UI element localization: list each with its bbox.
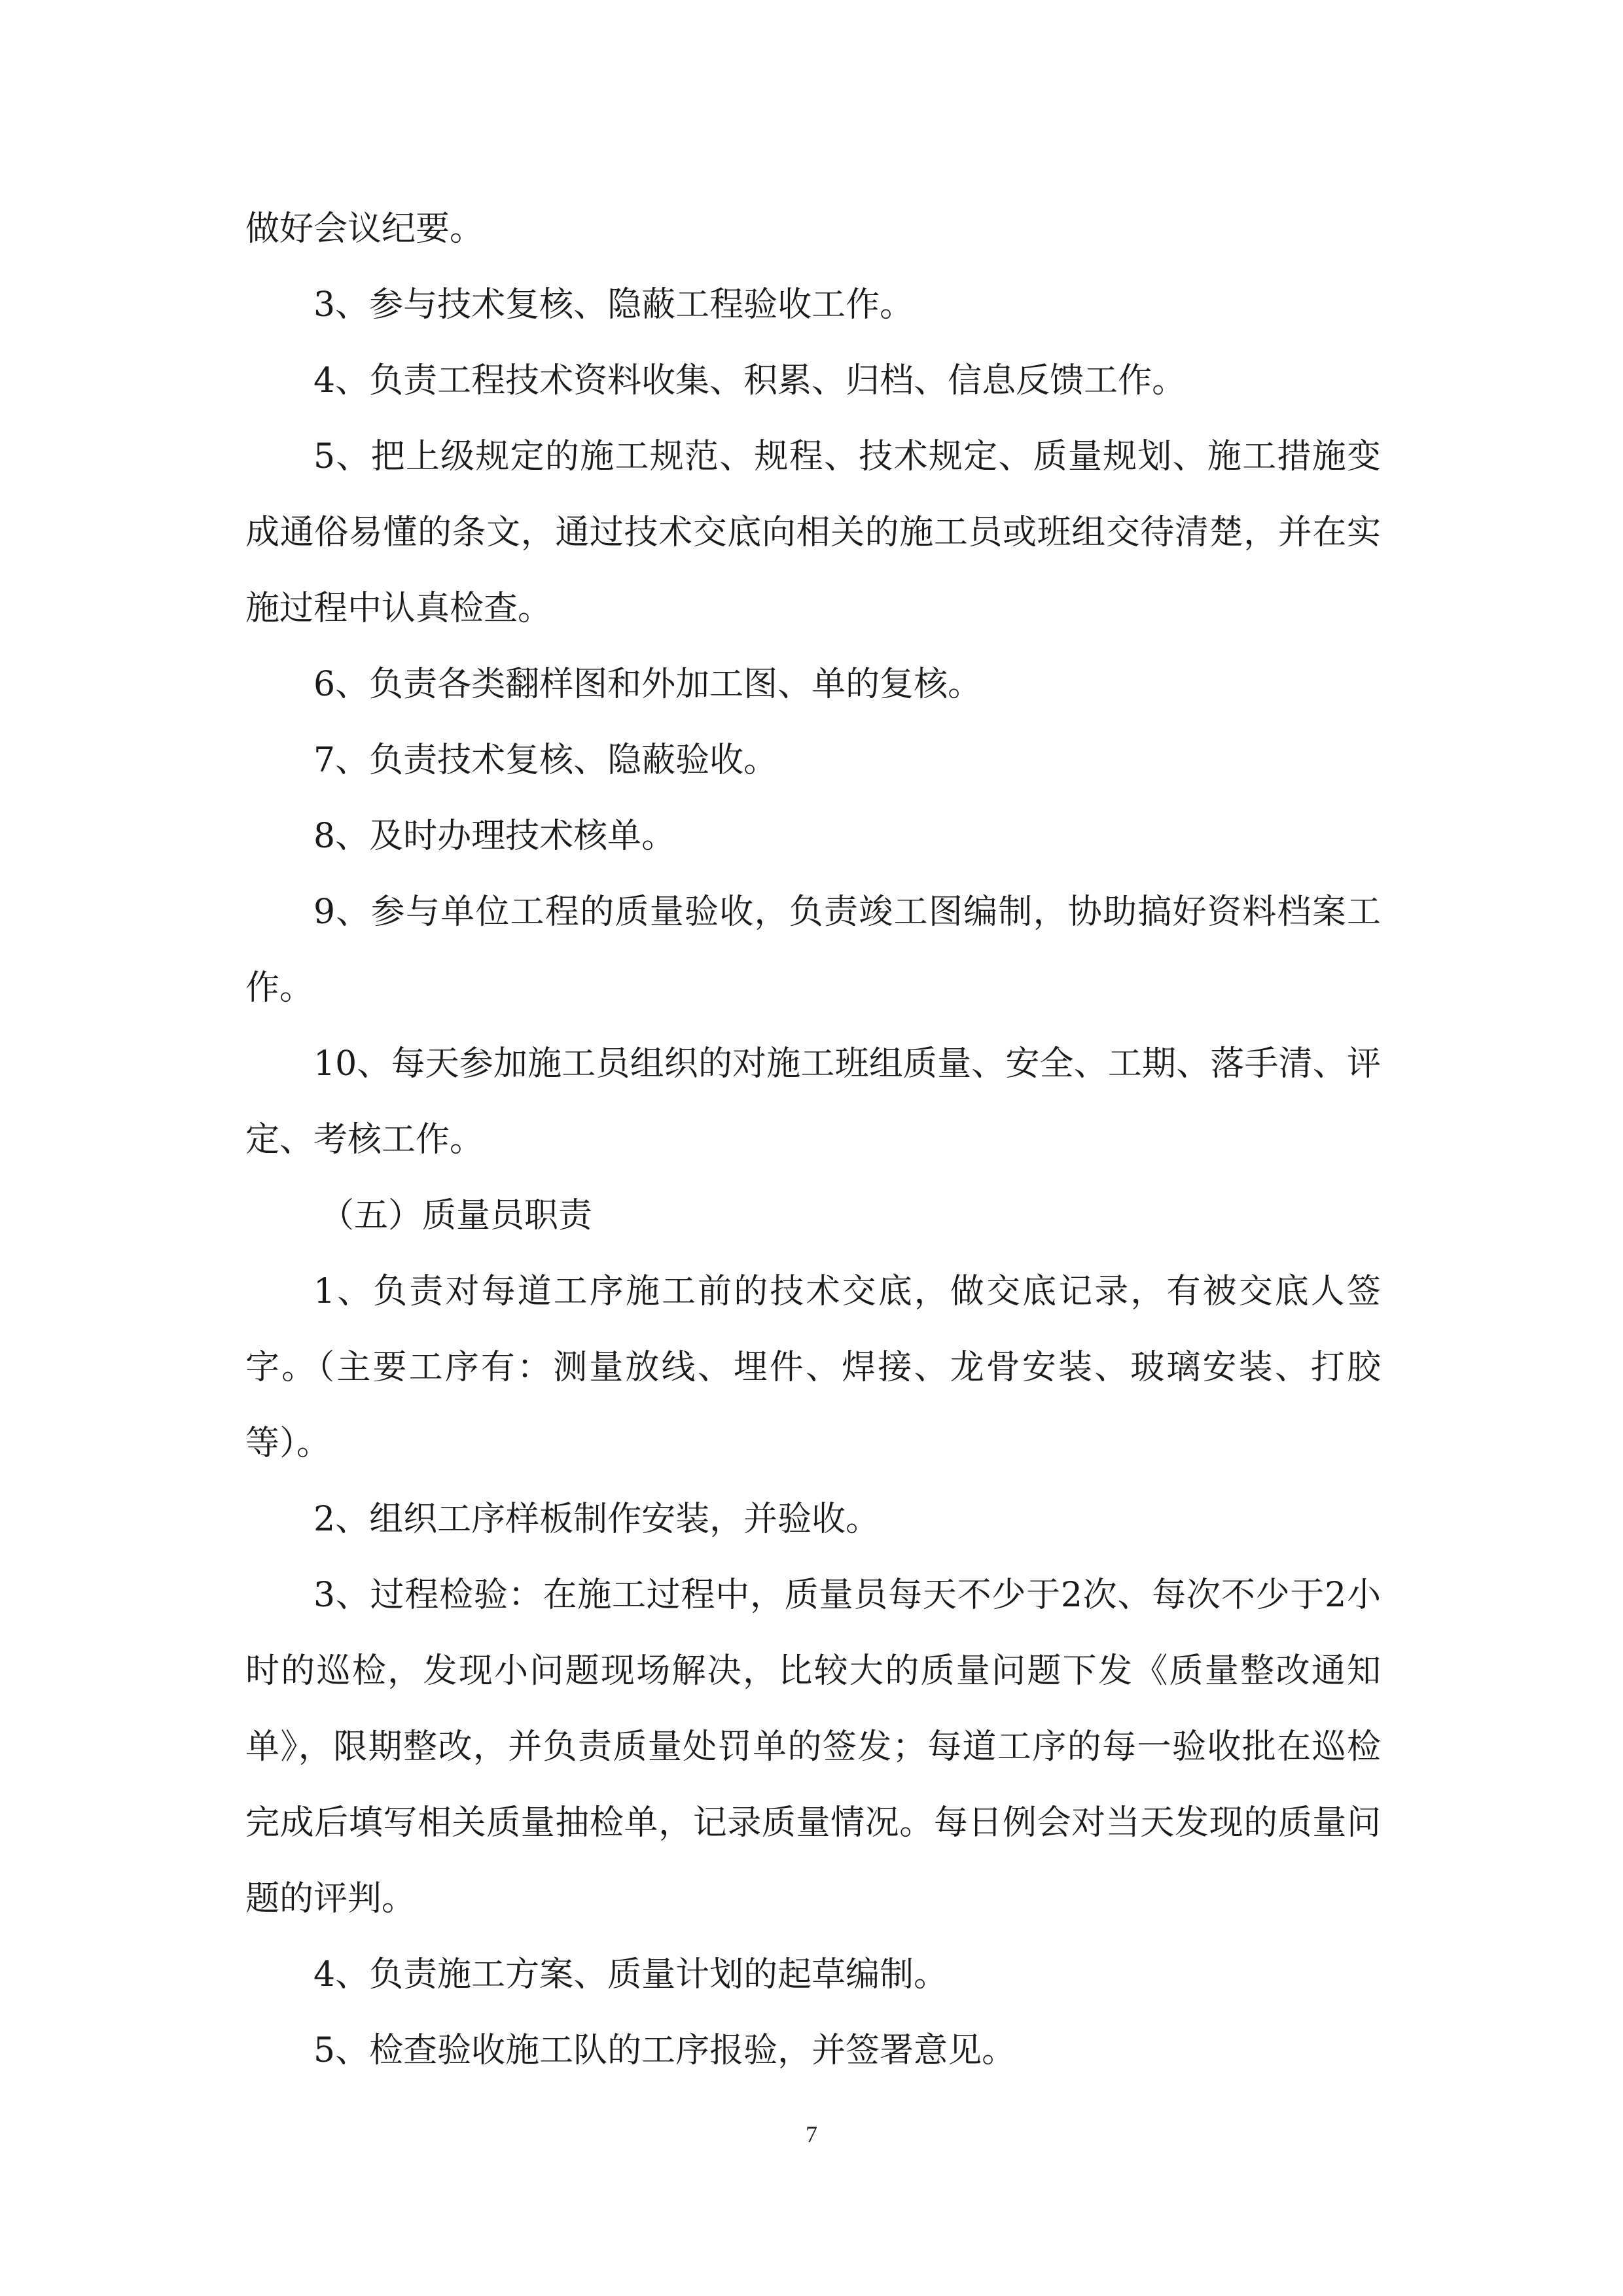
document-body — [245, 191, 1381, 2089]
paragraph-quality-item-1: 1、负责对每道工序施工前的技术交底，做交底记录，有被交底人签字。（主要工序有：测量放线、埋件、焊接、龙骨安装、玻璃安装、打胶等）。 — [245, 1272, 1381, 1463]
paragraph-quality-item-3: 3、过程检验：在施工过程中，质量员每天不少于2次、每次不少于2小时的巡检，发现小问题现场解决，比较大的质量问题下发《质量整改通知单》，限期整改，并负责质量处罚单的签发；每道工序的每一验收批在巡检完成后填写相关质量抽检单，记录质量情况。每日例会对当天发现的质量问题的评判。 — [245, 1576, 1381, 1918]
paragraph-item-3: 3、参与技术复核、隐蔽工程验收工作。 — [313, 285, 914, 325]
page-number: 7 — [806, 2121, 817, 2147]
paragraph-quality-item-5: 5、检查验收施工队的工序报验，并签署意见。 — [313, 2031, 1016, 2070]
paragraph-item-7: 7、负责技术复核、隐蔽验收。 — [313, 741, 778, 780]
section-heading-quality-inspector: （五）质量员职责 — [320, 1196, 593, 1235]
paragraph-item-5: 5、把上级规定的施工规范、规程、技术规定、质量规划、施工措施变成通俗易懂的条文，通过技术交底向相关的施工员或班组交待清楚，并在实施过程中认真检查。 — [245, 437, 1381, 628]
paragraph-item-4: 4、负责工程技术资料收集、积累、归档、信息反馈工作。 — [313, 361, 1186, 400]
paragraph-item-9: 9、参与单位工程的质量验收，负责竣工图编制，协助搞好资料档案工作。 — [245, 892, 1381, 1008]
paragraph-meeting-minutes: 做好会议纪要。 — [245, 209, 484, 249]
paragraph-item-6: 6、负责各类翻样图和外加工图、单的复核。 — [313, 665, 982, 704]
paragraph-item-10: 10、每天参加施工员组织的对施工班组质量、安全、工期、落手清、评定、考核工作。 — [245, 1044, 1381, 1159]
paragraph-quality-item-4: 4、负责施工方案、质量计划的起草编制。 — [313, 1955, 948, 1994]
paragraph-item-8: 8、及时办理技术核单。 — [313, 817, 676, 856]
paragraph-quality-item-2: 2、组织工序样板制作安装，并验收。 — [313, 1500, 880, 1539]
